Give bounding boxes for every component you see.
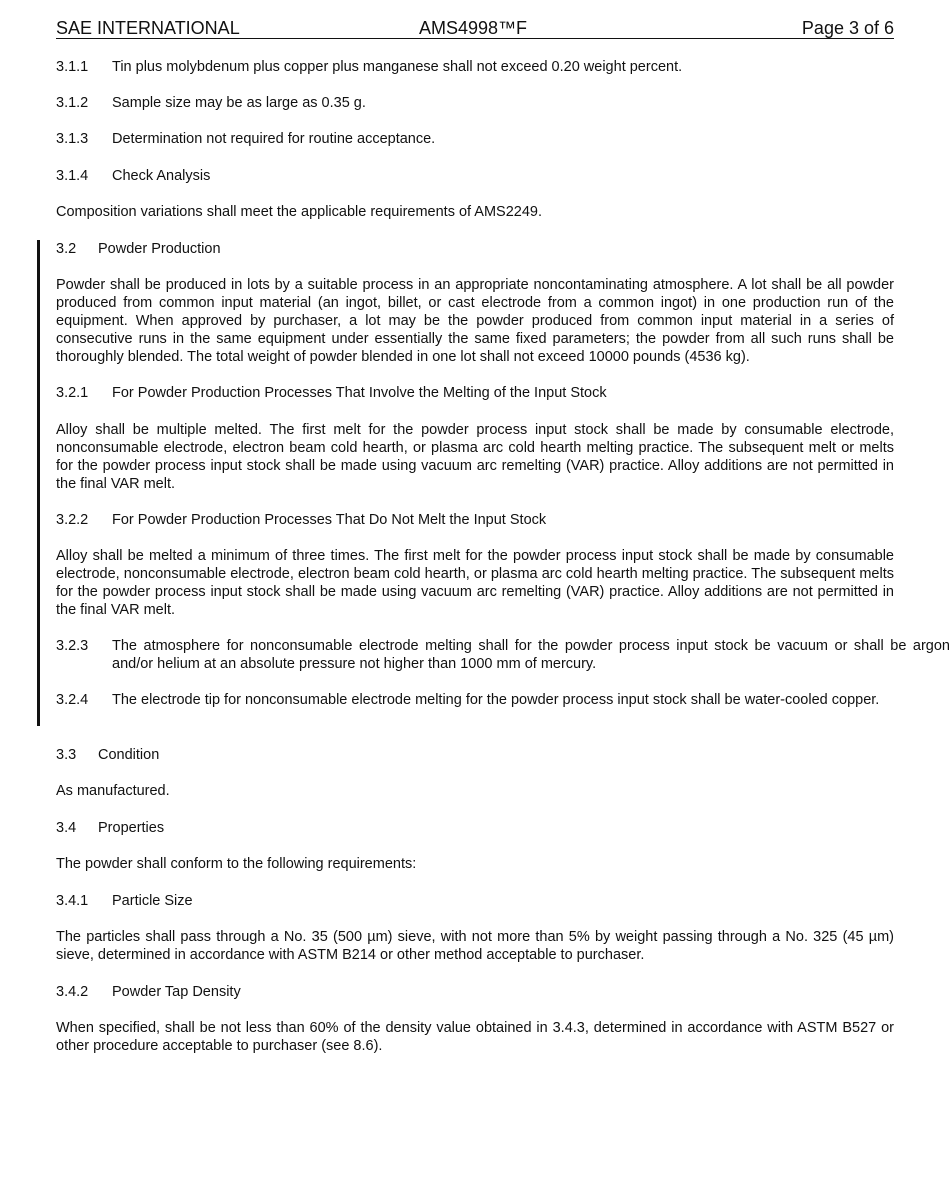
section-number: 3.1.1 — [56, 59, 89, 75]
section-title: Check Analysis — [112, 168, 211, 184]
revision-change-bar — [37, 240, 40, 726]
section-3-2-2-body: Alloy shall be melted a minimum of three times. The first melt for the powder process input stock shall be made by consumable electrode, nonconsumable electrode, electron beam cold hearth, or plasma arc cold hearth melting practice. The subsequent melts for the powder process input stock shall be made using vacuum arc remelting (VAR) practice. Alloy additions are not permitted in the final VAR melt. — [56, 548, 894, 618]
header-document-number: AMS4998™F — [419, 18, 528, 38]
section-3-4-1-body: The particles shall pass through a No. 35 (500 µm) sieve, with not more than 5% by weight passing through a No. 325 (45 µm) sieve, determined in accordance with ASTM B214 or other method acceptable to purchaser. — [56, 929, 894, 963]
section-title: Particle Size — [112, 893, 193, 909]
section-number: 3.4.1 — [56, 893, 89, 909]
section-number: 3.2 — [56, 241, 77, 257]
section-number: 3.1.4 — [56, 168, 89, 184]
header-page-number: Page 3 of 6 — [801, 18, 894, 38]
section-number: 3.4 — [56, 820, 77, 836]
section-title: Properties — [98, 820, 165, 836]
section-3-2-body: Powder shall be produced in lots by a suitable process in an appropriate noncontaminating atmosphere. A lot shall be all powder produced from common input material (an ingot, billet, or cast electrode from a common ingot) in one production run of the equipment. When approved by purchaser, a lot may be the powder produced from common input material in a series of consecutive runs in the same equipment under essentially the same fixed parameters; the powder from all such runs shall be thoroughly blended. The total weight of powder blended in one lot shall not exceed 10000 pounds (4536 kg). — [56, 277, 894, 365]
section-number: 3.3 — [56, 747, 77, 763]
section-number: 3.2.4 — [56, 692, 89, 708]
section-number: 3.2.2 — [56, 512, 89, 528]
section-text: Tin plus molybdenum plus copper plus manganese shall not exceed 0.20 weight percent. — [112, 59, 683, 75]
section-text: The electrode tip for nonconsumable electrode melting for the powder process input stock shall be water-cooled copper. — [112, 692, 880, 708]
section-title: For Powder Production Processes That Do Not Melt the Input Stock — [112, 512, 547, 528]
section-number: 3.1.3 — [56, 131, 89, 147]
section-text: Sample size may be as large as 0.35 g. — [112, 95, 366, 111]
section-3-4-2-body: When specified, shall be not less than 60% of the density value obtained in 3.4.3, determined in accordance with ASTM B527 or other procedure acceptable to purchaser (see 8.6). — [56, 1020, 894, 1054]
header-organization: SAE INTERNATIONAL — [56, 18, 240, 38]
section-number: 3.2.1 — [56, 385, 89, 401]
section-title: Powder Production — [98, 241, 221, 257]
section-3-4-body: The powder shall conform to the following requirements: — [56, 856, 417, 872]
section-number: 3.2.3 — [56, 638, 89, 654]
section-title: Powder Tap Density — [112, 984, 241, 1000]
section-3-1-4-body: Composition variations shall meet the applicable requirements of AMS2249. — [56, 204, 543, 220]
section-3-3-body: As manufactured. — [56, 783, 170, 799]
section-3-2-1-body: Alloy shall be multiple melted. The first melt for the powder process input stock shall be made by consumable electrode, nonconsumable electrode, electron beam cold hearth, or plasma arc cold hearth melting practice. The subsequent melt or melts for the powder process input stock shall be made using vacuum arc remelting (VAR) practice. Alloy additions are not permitted in the final VAR melt. — [56, 422, 894, 492]
section-text: The atmosphere for nonconsumable electrode melting shall for the powder process input stock be vacuum or shall be argon and/or helium at an absolute pressure not higher than 1000 mm of mercury. — [112, 638, 950, 672]
section-title: For Powder Production Processes That Involve the Melting of the Input Stock — [112, 385, 607, 401]
section-number: 3.4.2 — [56, 984, 89, 1000]
page-header — [56, 16, 894, 39]
section-title: Condition — [98, 747, 160, 763]
section-text: Determination not required for routine acceptance. — [112, 131, 436, 147]
section-number: 3.1.2 — [56, 95, 89, 111]
section-3-2-4 — [56, 691, 950, 709]
section-3-2-3 — [56, 637, 950, 673]
